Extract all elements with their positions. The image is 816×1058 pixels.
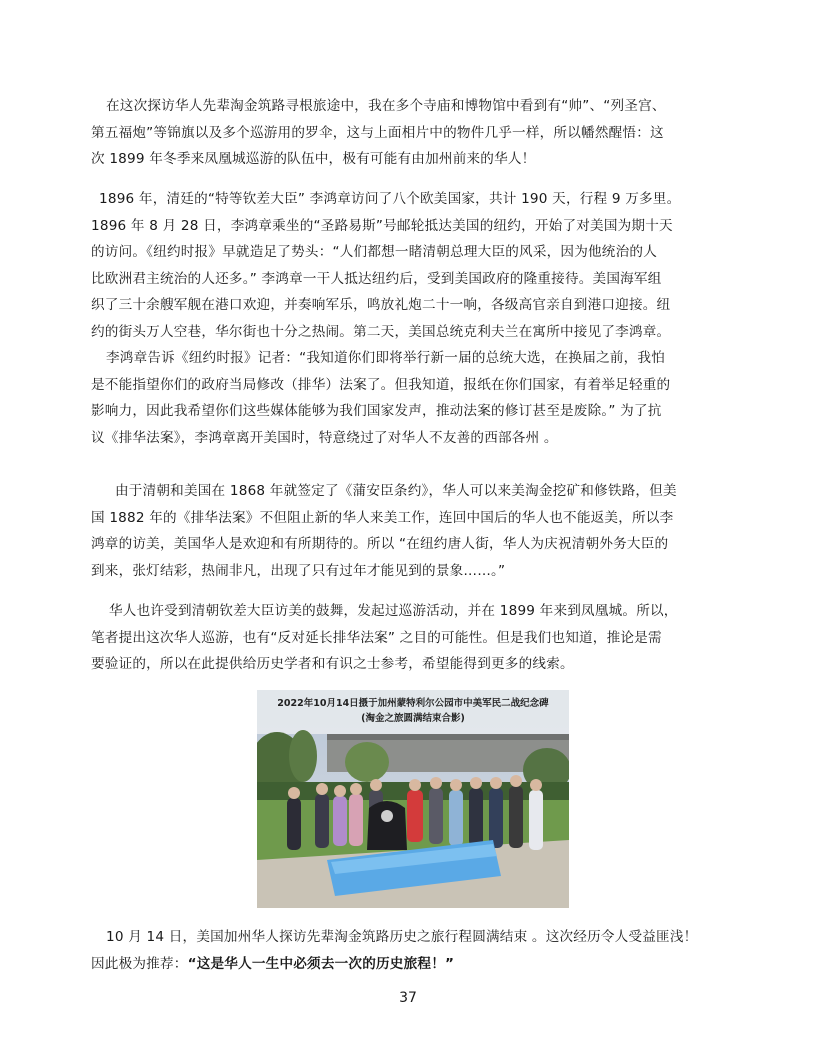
text-line: 由于清朝和美国在 1868 年就签定了《蒲安臣条约》，华人可以来美淘金挖矿和修铁路，但美 bbox=[115, 483, 677, 499]
text-line: 议《排华法案》，李鸿章离开美国时，特意绕过了对华人不友善的西部各州 。 bbox=[91, 429, 558, 446]
text-line: 华人也许受到清朝钦差大臣访美的鼓舞，发起过巡游活动，并在 1899 年来到凤凰城。所以， bbox=[109, 603, 678, 619]
text-line: 1896 年，清廷的“特等钦差大臣” 李鸿章访问了八个欧美国家，共计 190 天，行程 9 万多里。 bbox=[99, 191, 681, 207]
text-line: 影响力，因此我希望你们这些媒体能够为我们国家发声，推动法案的修订甚至是废除。” 为了抗 bbox=[91, 403, 662, 419]
photo-caption-line-1: 2022年10月14日摄于加州蒙特利尔公园市中美军民二战纪念碑 bbox=[277, 698, 549, 709]
text-line: 要验证的，所以在此提供给历史学者和有识之士参考，希望能得到更多的线索。 bbox=[91, 656, 574, 672]
text-line: 比欧洲君主统治的人还多。” 李鸿章一干人抵达纽约后，受到美国政府的隆重接待。美国海军组 bbox=[91, 270, 662, 287]
recommend-quote: “这是华人一生中必须去一次的历史旅程！” bbox=[187, 955, 455, 972]
text-line: 10 月 14 日，美国加州华人探访先辈淘金筑路历史之旅行程圆满结束 。这次经历令人受益匪浅！ bbox=[106, 929, 698, 945]
text-line: 第五福炮”等锦旗以及多个巡游用的罗伞，这与上面相片中的物件几乎一样，所以幡然醒悟：这 bbox=[91, 124, 664, 141]
recommend-prefix: 因此极为推荐： bbox=[91, 955, 188, 972]
text-line: 在这次探访华人先辈淘金筑路寻根旅途中，我在多个寺庙和博物馆中看到有“帅”、“列圣宫、 bbox=[106, 98, 666, 114]
paragraph-4 bbox=[91, 598, 737, 678]
text-line: 李鸿章告诉《纽约时报》记者：“我知道你们即将举行新一届的总统大选，在换届之前，我怕 bbox=[106, 350, 665, 366]
paragraph-2 bbox=[91, 186, 737, 451]
text-line: 织了三十余艘军舰在港口欢迎，并奏响军乐，鸣放礼炮二十一响，各级高官亲自到港口迎接。纽 bbox=[91, 297, 671, 313]
closing-paragraph bbox=[91, 924, 737, 977]
text-line: 国 1882 年的《排华法案》不但阻止新的华人来美工作，连回中国后的华人也不能返美，所以李 bbox=[91, 509, 674, 526]
group-photo bbox=[257, 690, 569, 908]
paragraph-3 bbox=[91, 478, 737, 584]
text-line: 1896 年 8 月 28 日，李鸿章乘坐的“圣路易斯”号邮轮抵达美国的纽约，开始了对美国为期十天 bbox=[91, 217, 673, 234]
text-line: 是不能指望你们的政府当局修改（排华）法案了。但我知道，报纸在你们国家，有着举足轻重的 bbox=[91, 376, 671, 393]
text-line bbox=[91, 951, 737, 978]
text-line: 到来，张灯结彩，热闹非凡，出现了只有过年才能见到的景象……。” bbox=[91, 562, 506, 579]
text-line: 鸿章的访美，美国华人是欢迎和有所期待的。所以 “在纽约唐人街，华人为庆祝清朝外务大臣的 bbox=[91, 536, 669, 552]
text-line: 约的街头万人空巷，华尔街也十分之热闹。第二天，美国总统克利夫兰在寓所中接见了李鸿章。 bbox=[91, 323, 671, 340]
photo-caption-line-2: (淘金之旅圆满结束合影) bbox=[361, 713, 465, 724]
group-photo-illustration bbox=[257, 690, 569, 908]
text-line: 的访问。《纽约时报》早就造足了势头：“人们都想一睹清朝总理大臣的风采，因为他统治的人 bbox=[91, 244, 657, 260]
text-line: 次 1899 年冬季来凤凰城巡游的队伍中，极有可能有由加州前来的华人！ bbox=[91, 151, 536, 167]
text-line: 笔者提出这次华人巡游，也有“反对延长排华法案” 之目的可能性。但是我们也知道，推论是需 bbox=[91, 629, 662, 646]
page-number: 37 bbox=[399, 990, 417, 1006]
paragraph-1 bbox=[91, 93, 737, 173]
